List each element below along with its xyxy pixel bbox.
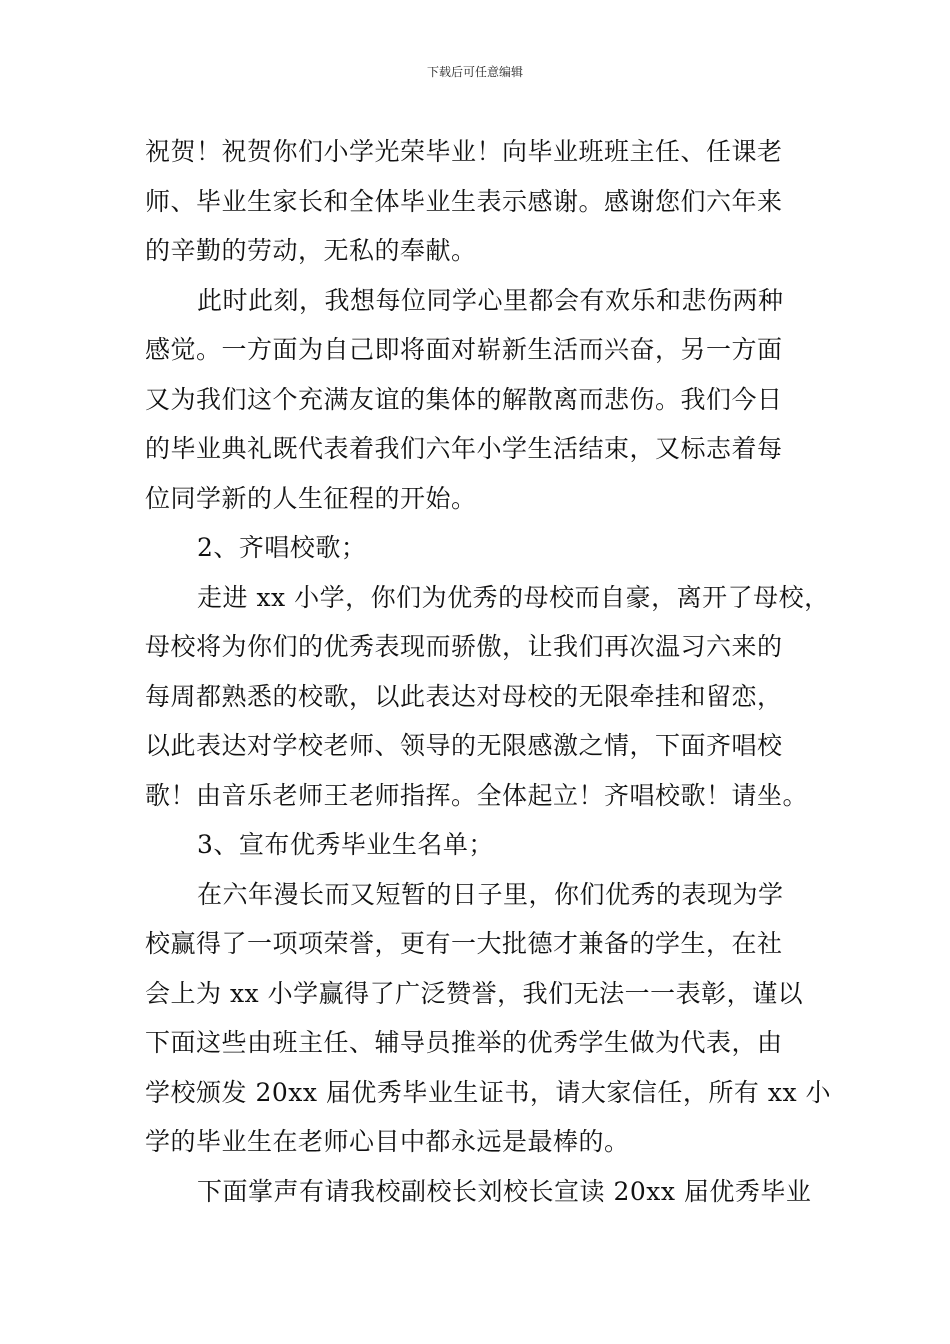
text-line: 感觉。一方面为自己即将面对崭新生活而兴奋，另一方面 bbox=[145, 335, 783, 364]
text-line: 歌！由音乐老师王老师指挥。全体起立！齐唱校歌！请坐。 bbox=[145, 780, 809, 810]
text-line: 此时此刻，我想每位同学心里都会有欢乐和悲伤两种 bbox=[197, 285, 784, 315]
text-line: 在六年漫长而又短暂的日子里，你们优秀的表现为学 bbox=[197, 879, 784, 909]
page-header-note: 下载后可任意编辑 bbox=[426, 65, 523, 79]
text-line: 校赢得了一项项荣誉，更有一大批德才兼备的学生，在社 bbox=[145, 929, 783, 958]
text-line: 祝贺！祝贺你们小学光荣毕业！向毕业班班主任、任课老 bbox=[145, 137, 783, 166]
text-line: 的辛勤的劳动，无私的奉献。 bbox=[145, 236, 477, 265]
text-line: 会上为 xx 小学赢得了广泛赞誉，我们无法一一表彰，谨以 bbox=[145, 978, 804, 1008]
text-line: 又为我们这个充满友谊的集体的解散离而悲伤。我们今日 bbox=[145, 384, 783, 414]
text-line: 下面这些由班主任、辅导员推举的优秀学生做为代表，由 bbox=[145, 1028, 783, 1057]
text-line: 下面掌声有请我校副校长刘校长宣读 20xx 届优秀毕业 bbox=[197, 1176, 812, 1206]
text-line: 走进 xx 小学，你们为优秀的母校而自豪，离开了母校， bbox=[197, 582, 830, 612]
text-line: 3、宣布优秀毕业生名单； bbox=[197, 830, 494, 859]
text-line: 位同学新的人生征程的开始。 bbox=[145, 483, 477, 513]
text-line: 学校颁发 20xx 届优秀毕业生证书，请大家信任，所有 xx 小 bbox=[145, 1077, 831, 1107]
text-line: 师、毕业生家长和全体毕业生表示感谢。感谢您们六年来 bbox=[145, 186, 783, 216]
document-body bbox=[145, 127, 831, 1216]
text-line: 2、齐唱校歌； bbox=[197, 533, 367, 562]
text-line: 学的毕业生在老师心目中都永远是最棒的。 bbox=[145, 1127, 630, 1156]
text-line: 以此表达对学校老师、领导的无限感激之情，下面齐唱校 bbox=[145, 731, 783, 760]
text-line: 母校将为你们的优秀表现而骄傲，让我们再次温习六来的 bbox=[145, 632, 783, 661]
text-line: 每周都熟悉的校歌，以此表达对母校的无限牵挂和留恋， bbox=[145, 681, 783, 711]
text-line: 的毕业典礼既代表着我们六年小学生活结束，又标志着每 bbox=[145, 434, 783, 463]
